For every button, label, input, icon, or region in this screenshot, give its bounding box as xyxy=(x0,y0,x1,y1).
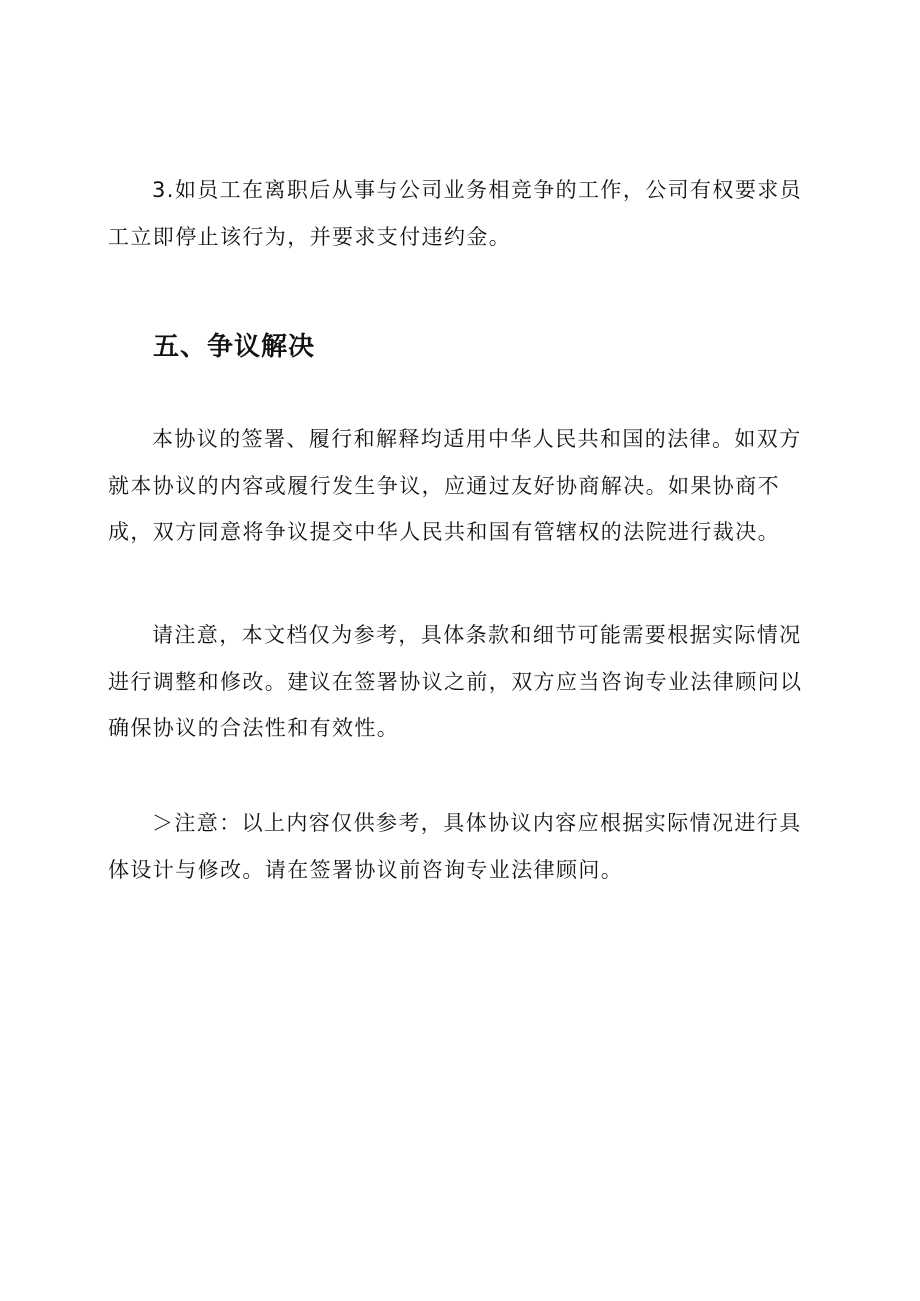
clause-3-paragraph: 3.如员工在离职后从事与公司业务相竞争的工作，公司有权要求员工立即停止该行为，并要求支付违约金。 xyxy=(108,178,803,249)
dispute-resolution-paragraph: 本协议的签署、履行和解释均适用中华人民共和国的法律。如双方就本协议的内容或履行发生争议，应通过友好协商解决。如果协商不成，双方同意将争议提交中华人民共和国有管辖权的法院进行裁决。 xyxy=(108,427,802,544)
reference-notice-paragraph: 请注意，本文档仅为参考，具体条款和细节可能需要根据实际情况进行调整和修改。建议在签署协议之前，双方应当咨询专业法律顾问以确保协议的合法性和有效性。 xyxy=(108,623,803,740)
section-heading: 五、争议解决 xyxy=(153,332,316,362)
quoted-note-paragraph: ＞注意：以上内容仅供参考，具体协议内容应根据实际情况进行具体设计与修改。请在签署协议前咨询专业法律顾问。 xyxy=(108,811,802,882)
